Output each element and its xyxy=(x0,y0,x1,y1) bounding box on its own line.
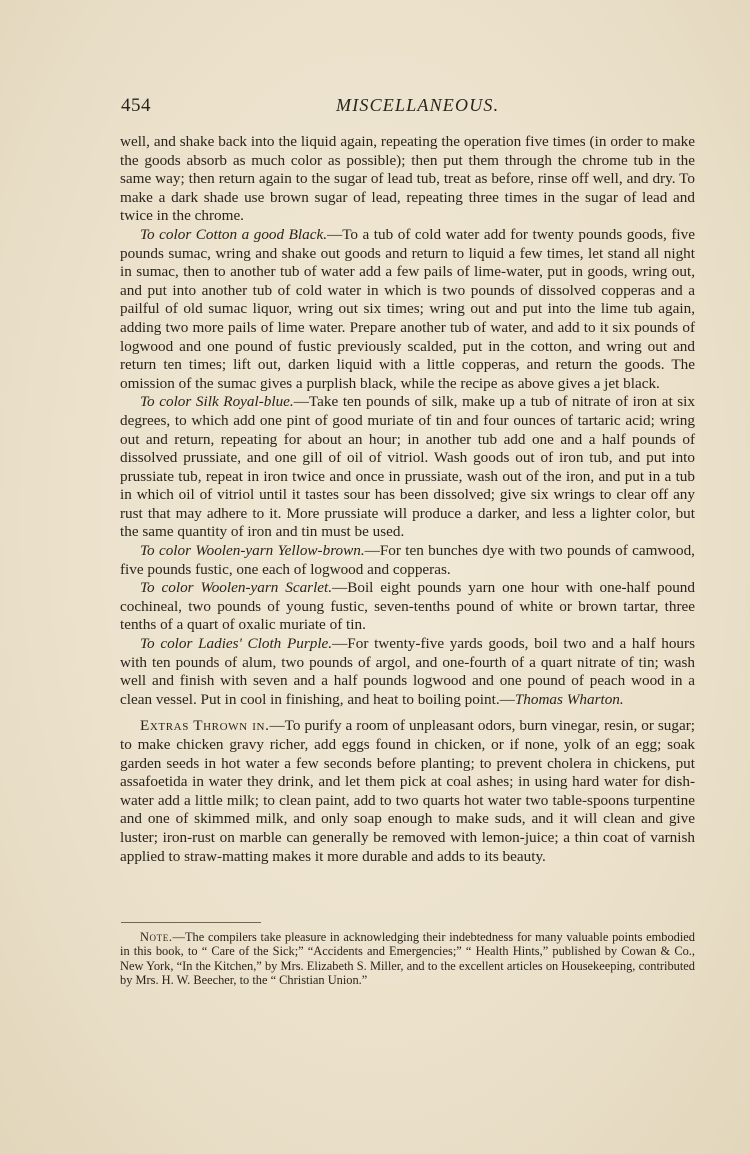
recipe-author: Thomas Wharton. xyxy=(514,690,624,708)
page-header xyxy=(121,95,695,121)
footnote-rule xyxy=(121,922,261,923)
recipe-woolen-scarlet xyxy=(120,579,695,635)
footnote xyxy=(120,930,695,988)
section-title: Extras Thrown in. xyxy=(140,717,270,735)
recipe-text: —Take ten pounds of silk, make up a tub of nitrate of iron at six degrees, to which add one pint of good muriate of tin and four ounces of tartaric acid; wring out and return, repeating for about an hour; in another tub add one and a half pounds of dissolved prussiate, and one gill of oil of vitriol. Wash goods out of iron tub, and put into prussiate tub, repeat in iron twice and once in prussiate, wash out of the iron, and put in a tub in which oil of vitriol until it tastes sour has been dissolved; give six wrings to clear off any rust that may adhere to it. More prussiate will produce a darker, and less a lighter color, but the same quantity of iron and tin must be used. xyxy=(120,393,695,541)
recipe-text: —For ten bunches dye with two pounds of camwood, five pounds fustic, one each of logwood and copperas. xyxy=(120,542,695,578)
recipe-silk-royal-blue xyxy=(120,393,695,542)
recipe-title: To color Silk Royal-blue. xyxy=(140,393,294,411)
recipe-title: To color Woolen-yarn Scarlet. xyxy=(140,579,333,597)
section-text: —To purify a room of unpleasant odors, burn vinegar, resin, or sugar; to make chicken gravy richer, add eggs found in chicken, or if none, yolk of an egg; soak garden seeds in hot water a few seconds before planting; to prevent cholera in chickens, put assafoetida in water they drink, and let them pick at coal ashes; in using hard water for dish-water add a little milk; to clean paint, add to two quarts hot water two table-spoons turpentine and one of skimmed milk, and only soap enough to make suds, and it will clean and give luster; iron-rust on marble can generally be removed with lemon-juice; a thin coat of varnish applied to straw-matting makes it more durable and adds to its beauty. xyxy=(120,717,695,865)
recipe-title: To color Cotton a good Black. xyxy=(140,225,328,243)
page-number: 454 xyxy=(121,95,151,116)
footnote-text: —The compilers take pleasure in acknowledging their indebtedness for many valuable points embodied in this book, to “ Care of the Sick;” “Accidents and Emergencies;” “ Health Hints,” published by Cowan & Co., New York, “In the Kitchen,” by Mrs. Elizabeth S. Miller, and to the excellent articles on Housekeeping, contributed by Mrs. H. W. Beecher, to the “ Christian Union.” xyxy=(120,930,695,988)
paragraph-continuation xyxy=(120,133,695,226)
recipe-ladies-cloth-purple xyxy=(120,635,695,709)
body-text xyxy=(120,133,695,866)
recipe-cotton-black xyxy=(120,226,695,393)
recipe-title: To color Ladies' Cloth Purple. xyxy=(140,635,333,653)
paragraph-text: well, and shake back into the liquid again, repeating the operation five times (in order to make the goods absorb as much color as possible); then put them through the chrome tub in the same way; then return again to the sugar of lead tub, treat as before, rinse off well, and dry. To make a dark shade use brown sugar of lead, repeating three times in the sugar of lead and twice in the chrome. xyxy=(120,133,695,225)
running-head: MISCELLANEOUS. xyxy=(336,95,500,115)
recipe-text: —Boil eight pounds yarn one hour with one-half pound cochineal, two pounds of young fustic, seven-tenths pound of white or brown tartar, three tenths of a quart of oxalic muriate of tin. xyxy=(120,579,695,634)
footnote-label: Note. xyxy=(140,930,173,944)
recipe-text: —For twenty-five yards goods, boil two and a half hours with ten pounds of alum, two pounds of argol, and one-fourth of a quart nitrate of tin; wash well and finish with seven and a half pounds logwood and one pound of peach wood in a clean vessel. Put in cool in finishing, and heat to boiling point.— xyxy=(120,635,695,708)
recipe-woolen-yellow-brown xyxy=(120,542,695,579)
extras-thrown-in xyxy=(120,717,695,866)
recipe-title: To color Woolen-yarn Yellow-brown. xyxy=(140,542,365,560)
recipe-text: —To a tub of cold water add for twenty pounds goods, five pounds sumac, wring and shake out goods and return to liquid a few times, let stand all night in sumac, then to another tub of water add a few pails of lime-water, put in goods, wring out, and put into another tub of cold water in which is two pounds of dissolved copperas and a pailful of old sumac liquor, wring out six times; wring out and put into the lime tub again, adding two more pails of lime water. Prepare another tub of water, and add to it six pounds of logwood and one pound of fustic previously scalded, put in the cotton, and wring out and return ten times; lift out, darken liquid with a little copperas, and return the goods. The omission of the sumac gives a purplish black, while the recipe as above gives a jet black. xyxy=(120,225,695,392)
